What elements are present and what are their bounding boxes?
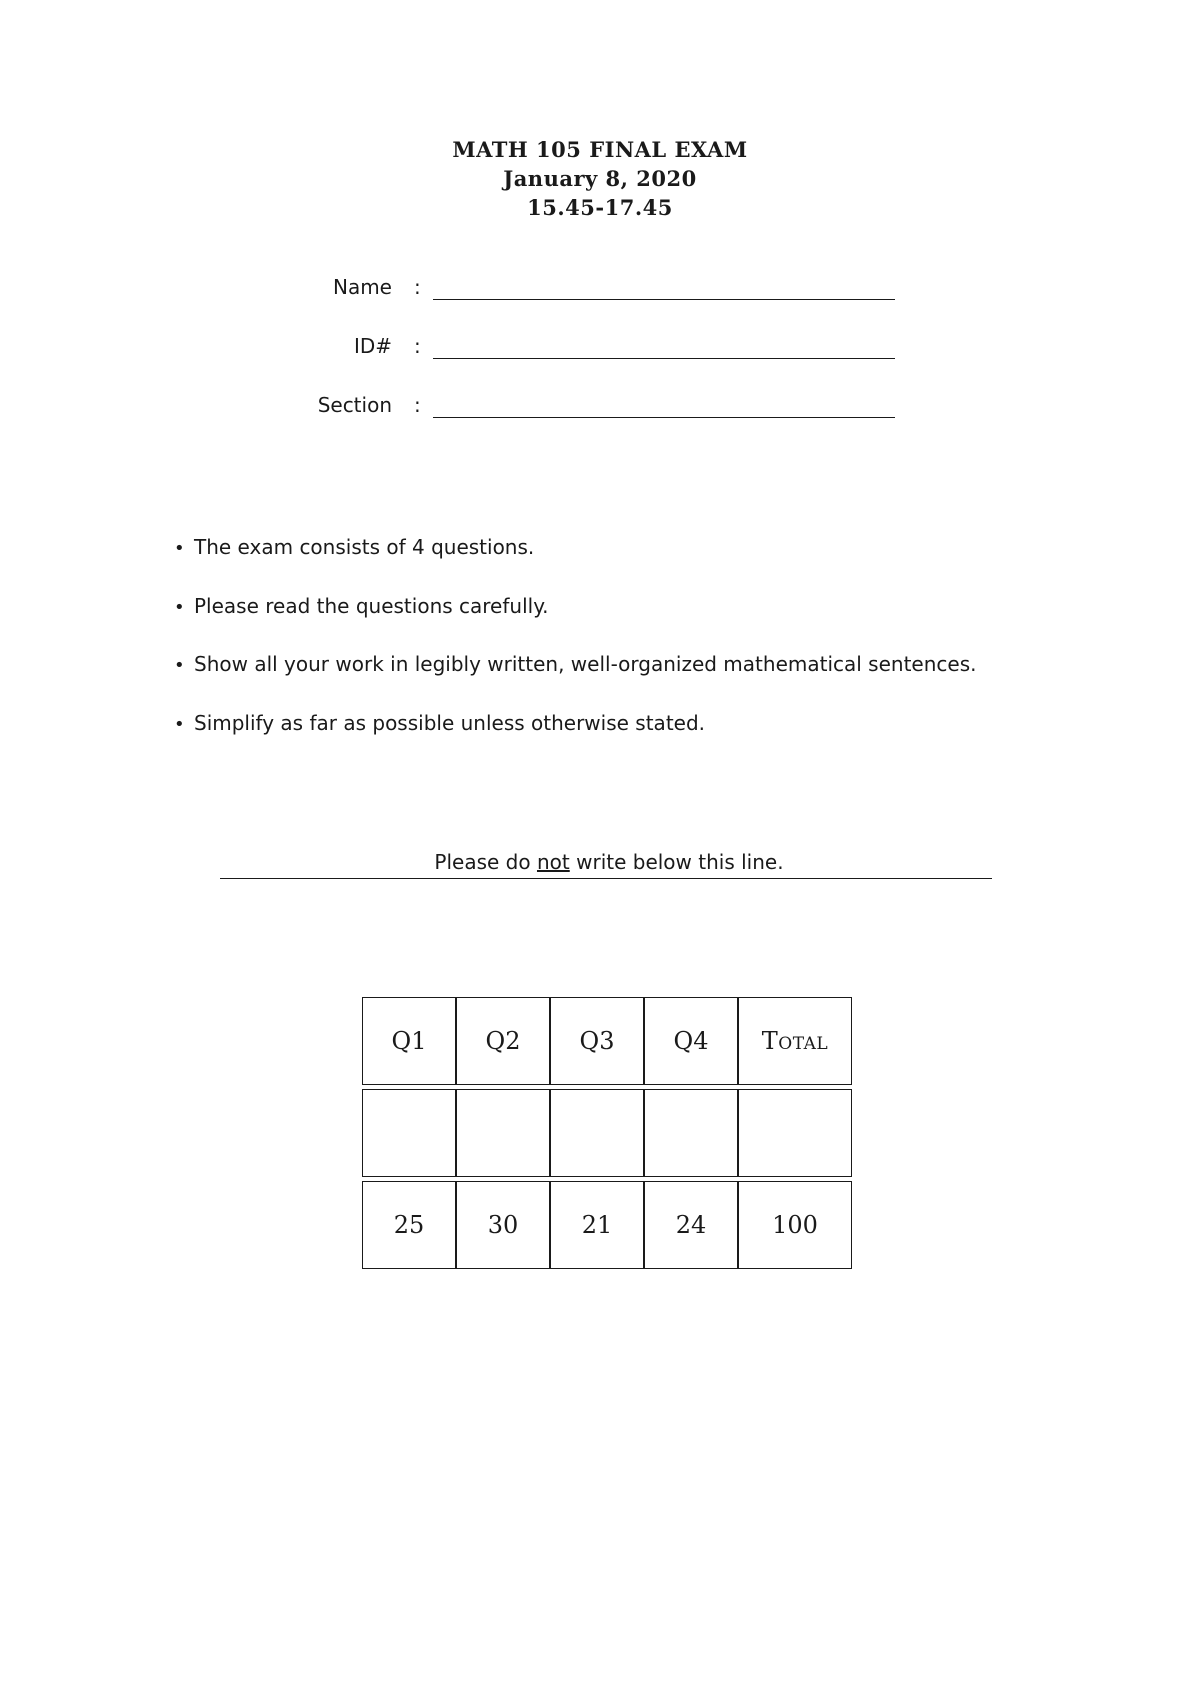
id-label: ID# (353, 334, 392, 358)
instruction-item (174, 649, 976, 708)
max-cell-q1: 25 (362, 1181, 456, 1269)
instruction-text: Simplify as far as possible unless otherwise stated. (194, 710, 706, 735)
bullet-icon: • (174, 596, 185, 618)
score-cell-q4[interactable] (644, 1089, 738, 1177)
score-table (362, 997, 852, 1269)
header-cell-q1: Q1 (362, 997, 456, 1085)
id-blank-line[interactable] (433, 358, 895, 359)
id-colon: : (414, 334, 421, 358)
name-field-row (0, 275, 1200, 305)
instruction-text: The exam consists of 4 questions. (194, 535, 535, 559)
exam-date: January 8, 2020 (503, 166, 697, 191)
name-colon: : (414, 275, 421, 299)
max-cell-total: 100 (738, 1181, 852, 1269)
section-blank-line[interactable] (433, 417, 895, 418)
header-cell-q2: Q2 (456, 997, 550, 1085)
max-cell-q3: 21 (550, 1181, 644, 1269)
score-cell-total[interactable] (738, 1089, 852, 1177)
bullet-icon: • (174, 538, 185, 559)
score-cell-q3[interactable] (550, 1089, 644, 1177)
bullet-icon: • (174, 655, 185, 676)
score-table-score-row (362, 1089, 852, 1177)
divider-text-before: Please do (434, 850, 537, 874)
do-not-write-divider (220, 850, 992, 880)
exam-title: MATH 105 FINAL EXAM (452, 137, 748, 162)
name-blank-line[interactable] (433, 299, 895, 300)
score-cell-q1[interactable] (362, 1089, 456, 1177)
bullet-icon: • (174, 713, 185, 735)
instruction-item (174, 591, 976, 650)
exam-header (0, 135, 1200, 222)
score-table-max-row (362, 1181, 852, 1269)
header-cell-q3: Q3 (550, 997, 644, 1085)
divider-text (428, 850, 783, 874)
instruction-item (174, 532, 976, 591)
instruction-text: Show all your work in legibly written, well-organized mathematical sentences. (194, 652, 977, 676)
id-field-row (0, 334, 1200, 364)
instruction-text: Please read the questions carefully. (194, 593, 549, 618)
divider-emphasis: not (536, 850, 570, 874)
section-field-row (0, 393, 1200, 423)
instructions-list (174, 532, 976, 766)
max-cell-q2: 30 (456, 1181, 550, 1269)
divider-text-after: write below this line. (569, 850, 784, 874)
divider-line (220, 878, 992, 879)
name-label: Name (332, 275, 392, 299)
header-cell-q4: Q4 (644, 997, 738, 1085)
score-table-header-row (362, 997, 852, 1085)
score-cell-q2[interactable] (456, 1089, 550, 1177)
section-label: Section (317, 393, 392, 417)
header-cell-total: Total (738, 997, 852, 1085)
instruction-item (174, 708, 976, 767)
exam-time: 15.45-17.45 (527, 195, 673, 220)
max-cell-q4: 24 (644, 1181, 738, 1269)
section-colon: : (414, 393, 421, 417)
